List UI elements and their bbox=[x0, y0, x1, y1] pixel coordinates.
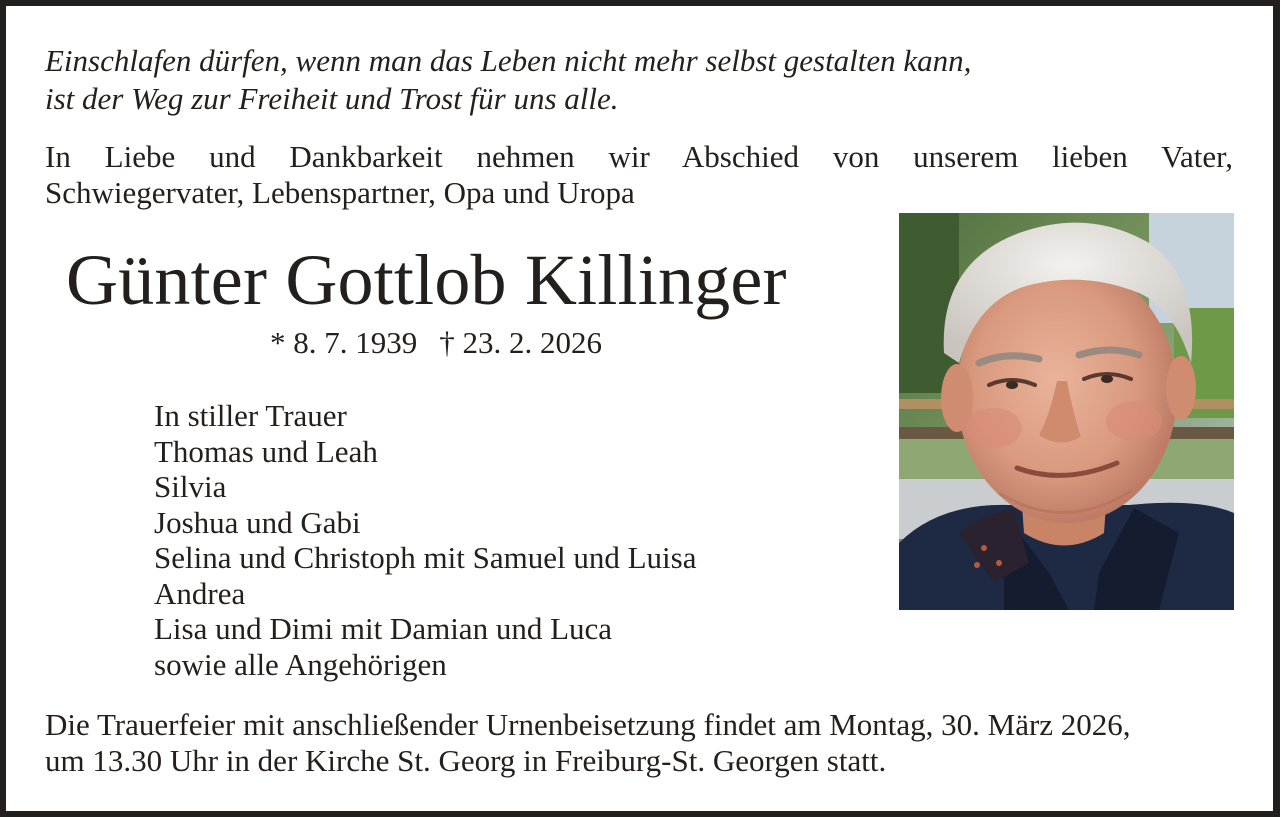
ceremony-line-1: Die Trauerfeier mit anschließender Urnenbeisetzung findet am Montag, 30. März 2026, bbox=[45, 707, 1131, 742]
motto-line-1: Einschlafen dürfen, wenn man das Leben nicht mehr selbst gestalten kann, bbox=[45, 43, 972, 78]
motto-line-2: ist der Weg zur Freiheit und Trost für uns alle. bbox=[45, 81, 619, 116]
motto-quote bbox=[45, 42, 971, 118]
life-dates bbox=[270, 324, 602, 362]
mourners-list bbox=[154, 398, 696, 682]
deceased-name: Günter Gottlob Killinger bbox=[66, 240, 787, 320]
list-item: Andrea bbox=[154, 575, 246, 611]
list-item: Lisa und Dimi mit Damian und Luca bbox=[154, 611, 613, 646]
list-item: Joshua und Gabi bbox=[154, 504, 361, 540]
portrait-photo bbox=[899, 213, 1234, 610]
list-item: In stiller Trauer bbox=[154, 398, 347, 433]
intro-text bbox=[45, 139, 1233, 211]
list-item: Thomas und Leah bbox=[154, 433, 378, 469]
ceremony-info bbox=[45, 707, 1131, 779]
list-item: Selina und Christoph mit Samuel und Luisa bbox=[154, 540, 697, 575]
ceremony-line-2: um 13.30 Uhr in der Kirche St. Georg in Freiburg-St. Georgen statt. bbox=[45, 743, 887, 778]
list-item: sowie alle Angehörigen bbox=[154, 646, 447, 682]
birth-date: * 8. 7. 1939 bbox=[270, 325, 418, 360]
list-item: Silvia bbox=[154, 469, 227, 504]
intro-line-1: In Liebe und Dankbarkeit nehmen wir Abschied von unserem lieben Vater, bbox=[45, 139, 1233, 174]
death-date: † 23. 2. 2026 bbox=[439, 325, 602, 360]
intro-line-2: Schwiegervater, Lebenspartner, Opa und Uropa bbox=[45, 175, 635, 210]
